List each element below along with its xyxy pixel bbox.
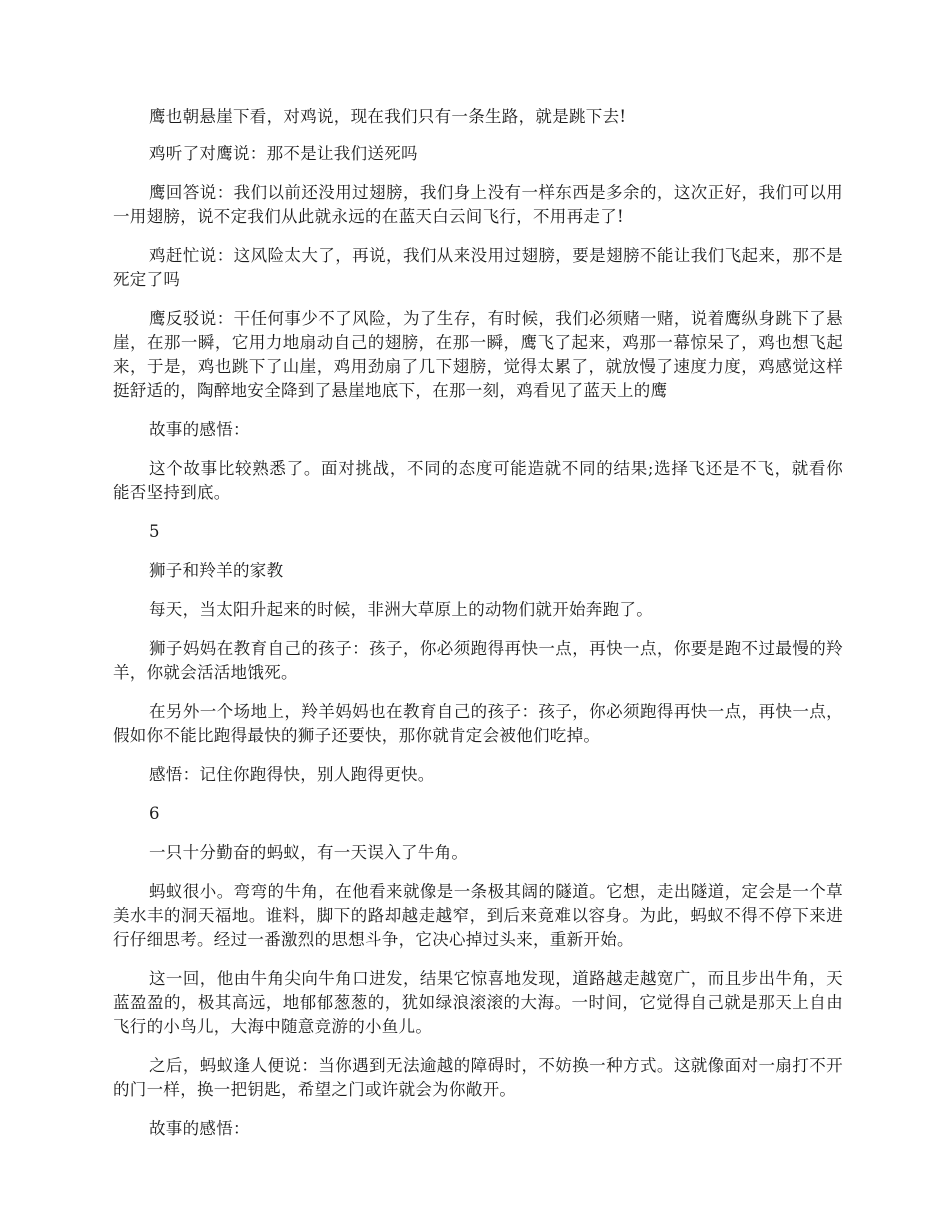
paragraph-11: 狮子妈妈在教育自己的孩子：孩子，你必须跑得再快一点，再快一点，你要是跑不过最慢的羚羊，你就会活活地饿死。 [113,639,843,682]
document-page [113,105,843,1156]
paragraph-12: 在另外一个场地上，羚羊妈妈也在教育自己的孩子：孩子，你必须跑得再快一点，再快一点，假如你不能比跑得最快的狮子还要快，那你就肯定会被他们吃掉。 [113,702,843,745]
paragraph-13: 感悟：记住你跑得快，别人跑得更快。 [149,765,435,784]
paragraph-5: 鹰反驳说：干任何事少不了风险，为了生存，有时候，我们必须赌一赌，说着鹰纵身跳下了悬崖，在那一瞬，它用力地扇动自己的翅膀，在那一瞬，鹰飞了起来，鸡那一幕惊呆了，鸡也想飞起来，于是，鸡也跳下了山崖，鸡用劲扇了几下翅膀，觉得太累了，就放慢了速度力度，鸡感觉这样挺舒适的，陶醉地安全降到了悬崖地底下，在那一刻，鸡看见了蓝天上的鹰 [113,309,843,400]
paragraph-10: 每天，当太阳升起来的时候，非洲大草原上的动物们就开始奔跑了。 [149,600,653,619]
paragraph-18: 之后，蚂蚁逢人便说：当你遇到无法逾越的障碍时，不妨换一种方式。这就像面对一扇打不开的门一样，换一把钥匙，希望之门或许就会为你敞开。 [113,1056,843,1099]
section-heading-insight: 故事的感悟： [149,420,250,439]
paragraph-15: 一只十分勤奋的蚂蚁，有一天误入了牛角。 [149,843,469,862]
paragraph-16: 蚂蚁很小。弯弯的牛角，在他看来就像是一条极其阔的隧道。它想，走出隧道，定会是一个草美水丰的洞天福地。谁料，脚下的路却越走越窄，到后来竟难以容身。为此，蚂蚁不得不停下来进行仔细思考。经过一番激烈的思想斗争，它决心掉过头来，重新开始。 [113,882,843,949]
paragraph-4: 鸡赶忙说：这风险太大了，再说，我们从来没用过翅膀，要是翅膀不能让我们飞起来，那不是死定了吗 [113,246,843,289]
story-title-lion-antelope: 狮子和羚羊的家教 [149,561,284,580]
section-number-5: 5 [149,522,160,541]
paragraph-3: 鹰回答说：我们以前还没用过翅膀，我们身上没有一样东西是多余的，这次正好，我们可以用一用翅膀，说不定我们从此就永远的在蓝天白云间飞行，不用再走了! [113,183,843,226]
paragraph-7: 这个故事比较熟悉了。面对挑战，不同的态度可能造就不同的结果;选择飞还是不飞，就看你能否坚持到底。 [113,459,843,502]
paragraph-2: 鸡听了对鹰说：那不是让我们送死吗 [149,144,418,163]
paragraph-1: 鹰也朝悬崖下看，对鸡说，现在我们只有一条生路，就是跳下去! [149,107,627,126]
paragraph-17: 这一回，他由牛角尖向牛角口进发，结果它惊喜地发现，道路越走越宽广，而且步出牛角，天蓝盈盈的，极其高远，地郁郁葱葱的，犹如绿浪滚滚的大海。一时间，它觉得自己就是那天上自由飞行的小鸟儿，大海中随意竞游的小鱼儿。 [113,969,843,1036]
section-number-6: 6 [149,804,160,823]
section-heading-insight-2: 故事的感悟： [149,1119,250,1138]
